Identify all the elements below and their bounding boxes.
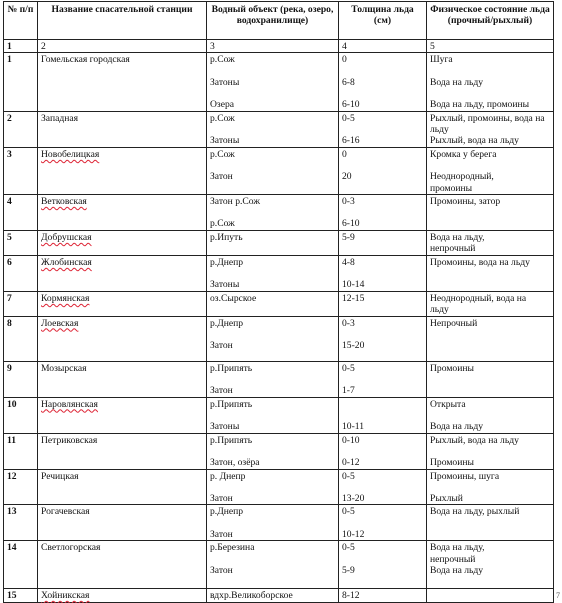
ice-thickness	[339, 255, 427, 291]
water-object-line: р. Днепр	[210, 470, 246, 482]
ice-thickness-line: 4-8	[342, 256, 355, 268]
water-object-line: Затоны	[210, 135, 240, 147]
table-header-row	[4, 2, 554, 40]
ice-state-line: Неоднородный, вода на	[430, 292, 527, 304]
table-row	[4, 255, 554, 291]
water-object	[207, 361, 339, 397]
header-thickness: Толщина льда (см)	[339, 2, 427, 40]
water-object-line: р.Ипуть	[210, 232, 243, 244]
spellcheck-underline: Жлобинская	[41, 256, 92, 268]
ice-state-line: Вода на льду, рыхлый	[430, 506, 520, 518]
ice-conditions-table	[3, 1, 554, 603]
ice-thickness-line: 0-5	[342, 362, 355, 374]
ice-state-line: Промоины, вода на льду	[430, 256, 530, 268]
ice-thickness-line	[342, 268, 423, 279]
header-water: Водный объект (река, озеро, водохранилище)	[207, 2, 339, 40]
water-object	[207, 291, 339, 316]
ice-state-line	[430, 446, 550, 457]
water-object-line: р.Сож	[210, 148, 235, 160]
ice-thickness-line	[342, 329, 423, 340]
page-corner-mark: 7	[556, 591, 560, 600]
ice-state	[427, 231, 554, 256]
ice-thickness-line: 20	[342, 171, 352, 183]
ice-thickness-line: 0-5	[342, 470, 355, 482]
water-object	[207, 505, 339, 541]
ice-thickness-line: 5-9	[342, 564, 355, 576]
row-number: 4	[4, 195, 38, 231]
row-number: 3	[4, 147, 38, 194]
ice-thickness	[339, 589, 427, 603]
ice-thickness-line: 0-5	[342, 542, 355, 554]
ice-state	[427, 397, 554, 433]
water-object-line	[210, 410, 335, 421]
water-object-line	[210, 374, 335, 385]
water-object	[207, 255, 339, 291]
ice-state-line	[430, 66, 550, 77]
ice-state	[427, 53, 554, 111]
water-object-line	[210, 160, 335, 171]
ice-state	[427, 111, 554, 147]
water-object	[207, 433, 339, 469]
water-object	[207, 316, 339, 361]
station-name: Петриковская	[38, 433, 207, 469]
ice-thickness-line	[342, 374, 423, 385]
index-cell: 3	[207, 40, 339, 53]
water-object-line: Затон р.Сож	[210, 196, 260, 208]
ice-state	[427, 361, 554, 397]
ice-state	[427, 291, 554, 316]
water-object-line: Затон	[210, 564, 233, 576]
row-number: 8	[4, 316, 38, 361]
ice-state	[427, 541, 554, 589]
index-row	[4, 40, 554, 53]
water-object-line	[210, 268, 335, 279]
water-object	[207, 147, 339, 194]
ice-state-line: Вода на льду	[430, 76, 484, 88]
ice-thickness	[339, 433, 427, 469]
ice-thickness-line: 8-12	[342, 590, 360, 602]
water-object-line: Озера	[210, 99, 235, 111]
water-object-line: Затон	[210, 528, 233, 540]
ice-state	[427, 505, 554, 541]
row-number: 10	[4, 397, 38, 433]
table-row	[4, 397, 554, 433]
station-name: Рогачевская	[38, 505, 207, 541]
ice-thickness-line: 0	[342, 148, 347, 160]
ice-state-line	[430, 160, 550, 171]
station-name	[38, 316, 207, 361]
ice-thickness	[339, 541, 427, 589]
ice-state-line: Рыхлый, вода на льду	[430, 135, 519, 147]
water-object	[207, 195, 339, 231]
ice-thickness-line: 15-20	[342, 340, 365, 352]
ice-state-line: Неоднородный,	[430, 171, 494, 183]
ice-thickness-line	[342, 160, 423, 171]
ice-state-line: непрочный	[430, 553, 476, 565]
water-object-line: р.Березина	[210, 542, 255, 554]
water-object-line: Затон	[210, 492, 233, 504]
station-name	[38, 291, 207, 316]
ice-thickness-line: 0-12	[342, 457, 360, 469]
water-object-line	[210, 329, 335, 340]
ice-state-line: Рыхлый, вода на льду	[430, 434, 519, 446]
ice-thickness	[339, 361, 427, 397]
water-object-line	[210, 207, 335, 218]
table-row	[4, 361, 554, 397]
ice-state-line: непрочный	[430, 243, 476, 255]
table-row	[4, 291, 554, 316]
station-name	[38, 231, 207, 256]
row-number: 7	[4, 291, 38, 316]
water-object-line: оз.Сырское	[210, 292, 257, 304]
water-object-line: р.Сож	[210, 54, 235, 66]
ice-state-line: Промоины	[430, 362, 474, 374]
water-object-line: р.Сож	[210, 112, 235, 124]
water-object-line	[210, 446, 335, 457]
water-object-line	[210, 88, 335, 99]
spellcheck-underline: Наровлянская	[41, 398, 98, 410]
table-row	[4, 53, 554, 111]
index-cell: 2	[38, 40, 207, 53]
water-object-line: р.Сож	[210, 218, 235, 230]
ice-thickness-line: 10-11	[342, 420, 365, 432]
ice-state	[427, 147, 554, 194]
ice-state	[427, 433, 554, 469]
water-object-line: р.Припять	[210, 362, 253, 374]
ice-thickness	[339, 397, 427, 433]
water-object	[207, 53, 339, 111]
station-name: Светлогорская	[38, 541, 207, 589]
station-name	[38, 589, 207, 603]
header-station: Название спасательной станции	[38, 2, 207, 40]
spellcheck-underline: Ветковская	[41, 196, 87, 208]
ice-state	[427, 195, 554, 231]
index-cell: 1	[4, 40, 38, 53]
index-cell: 4	[339, 40, 427, 53]
row-number: 15	[4, 589, 38, 603]
ice-thickness-line	[342, 399, 423, 410]
ice-thickness	[339, 111, 427, 147]
ice-thickness	[339, 53, 427, 111]
station-name: Мозырская	[38, 361, 207, 397]
table-row	[4, 433, 554, 469]
water-object-line: Затон	[210, 340, 233, 352]
table-row	[4, 589, 554, 603]
ice-thickness-line: 0-10	[342, 434, 360, 446]
ice-thickness-line: 1-7	[342, 385, 355, 397]
ice-thickness-line: 0	[342, 54, 347, 66]
water-object-line: Затон	[210, 171, 233, 183]
water-object-line	[210, 66, 335, 77]
station-name	[38, 255, 207, 291]
ice-state-line: Открыта	[430, 398, 466, 410]
water-object	[207, 397, 339, 433]
station-name: Речицкая	[38, 469, 207, 505]
ice-state-line: Непрочный	[430, 317, 478, 329]
ice-state	[427, 589, 554, 603]
table-row	[4, 541, 554, 589]
ice-state-line	[430, 482, 550, 493]
ice-thickness-line	[342, 482, 423, 493]
ice-state-line: Рыхлый, промоины, вода на льду	[430, 112, 545, 136]
ice-state-line: Промоины	[430, 457, 474, 469]
ice-thickness-line: 6-10	[342, 218, 360, 230]
header-state: Физическое состояние льда (прочный/рыхлый)	[427, 2, 554, 40]
ice-state-line: Вода на льду,	[430, 232, 485, 244]
ice-thickness-line	[342, 446, 423, 457]
ice-state-line: Вода на льду, промоины	[430, 99, 530, 111]
table-row	[4, 231, 554, 256]
spellcheck-underline: Добрушская	[41, 232, 92, 244]
water-object-line: р.Днепр	[210, 256, 244, 268]
row-number: 2	[4, 111, 38, 147]
ice-thickness-line: 10-14	[342, 279, 365, 291]
table-row	[4, 195, 554, 231]
ice-state-line: Промоины, шуга	[430, 470, 500, 482]
water-object-line	[210, 124, 335, 135]
header-num: № п/п	[4, 2, 38, 40]
ice-state-line	[430, 88, 550, 99]
ice-thickness	[339, 147, 427, 194]
row-number: 14	[4, 541, 38, 589]
row-number: 13	[4, 505, 38, 541]
station-name: Гомельская городская	[38, 53, 207, 111]
ice-thickness-line: 10-12	[342, 528, 365, 540]
ice-state-line: Рыхлый	[430, 492, 463, 504]
row-number: 12	[4, 469, 38, 505]
ice-thickness	[339, 505, 427, 541]
station-name	[38, 147, 207, 194]
ice-state-line: Кромка у берега	[430, 148, 497, 160]
water-object-line	[210, 518, 335, 529]
spellcheck-underline: Лоевская	[41, 317, 79, 329]
ice-state	[427, 316, 554, 361]
ice-thickness-line: 6-8	[342, 76, 355, 88]
water-object-line: Затон	[210, 385, 233, 397]
water-object-line	[210, 482, 335, 493]
water-object-line: р.Днепр	[210, 506, 244, 518]
station-name	[38, 195, 207, 231]
water-object-line: вдхр.Великоборское	[210, 590, 293, 602]
ice-state-line: Вода на льду	[430, 564, 484, 576]
ice-thickness-line	[342, 518, 423, 529]
row-number: 9	[4, 361, 38, 397]
spellcheck-underline: Новобелицкая	[41, 148, 100, 160]
ice-thickness-line: 13-20	[342, 492, 365, 504]
spellcheck-underline: Кормянская	[41, 292, 90, 304]
ice-state-line: Вода на льду	[430, 421, 484, 433]
ice-state-line: промоины	[430, 182, 473, 194]
station-name: Западная	[38, 111, 207, 147]
ice-state-line	[430, 410, 550, 421]
table-row	[4, 111, 554, 147]
ice-thickness	[339, 231, 427, 256]
row-number: 5	[4, 231, 38, 256]
ice-thickness-line: 6-10	[342, 99, 360, 111]
row-number: 11	[4, 433, 38, 469]
index-cell: 5	[427, 40, 554, 53]
water-object	[207, 469, 339, 505]
water-object	[207, 589, 339, 603]
station-name	[38, 397, 207, 433]
ice-thickness-line	[342, 66, 423, 77]
row-number: 6	[4, 255, 38, 291]
spellcheck-underline: Хойникская	[41, 590, 90, 602]
ice-thickness-line: 0-5	[342, 506, 355, 518]
row-number: 1	[4, 53, 38, 111]
ice-state-line: Вода на льду,	[430, 542, 485, 554]
water-object	[207, 231, 339, 256]
ice-thickness-line: 6-16	[342, 135, 360, 147]
water-object-line: Затоны	[210, 421, 240, 433]
ice-thickness	[339, 469, 427, 505]
table-row	[4, 469, 554, 505]
ice-thickness-line: 0-5	[342, 112, 355, 124]
ice-thickness	[339, 316, 427, 361]
water-object-line: Затоны	[210, 76, 240, 88]
ice-thickness	[339, 195, 427, 231]
ice-thickness-line: 5-9	[342, 232, 355, 244]
water-object	[207, 111, 339, 147]
table-row	[4, 505, 554, 541]
ice-thickness-line	[342, 88, 423, 99]
ice-thickness-line	[342, 124, 423, 135]
ice-state-line: Промоины, затор	[430, 196, 501, 208]
ice-thickness-line: 12-15	[342, 292, 365, 304]
ice-thickness	[339, 291, 427, 316]
water-object-line: р.Припять	[210, 434, 253, 446]
ice-thickness-line: 0-3	[342, 317, 355, 329]
water-object-line: Затоны	[210, 279, 240, 291]
table-body	[4, 40, 554, 603]
water-object-line: Затон, озёра	[210, 457, 260, 469]
table-row	[4, 147, 554, 194]
table-row	[4, 316, 554, 361]
ice-thickness-line	[342, 410, 423, 421]
ice-state-line	[430, 590, 550, 601]
water-object-line	[210, 554, 335, 565]
ice-state	[427, 255, 554, 291]
ice-thickness-line: 0-3	[342, 196, 355, 208]
ice-thickness-line	[342, 207, 423, 218]
ice-state-line: льду	[430, 304, 449, 316]
water-object	[207, 541, 339, 589]
water-object-line: р.Днепр	[210, 317, 244, 329]
ice-thickness-line	[342, 554, 423, 565]
water-object-line: р.Припять	[210, 398, 253, 410]
ice-state-line: Шуга	[430, 54, 453, 66]
ice-state	[427, 469, 554, 505]
